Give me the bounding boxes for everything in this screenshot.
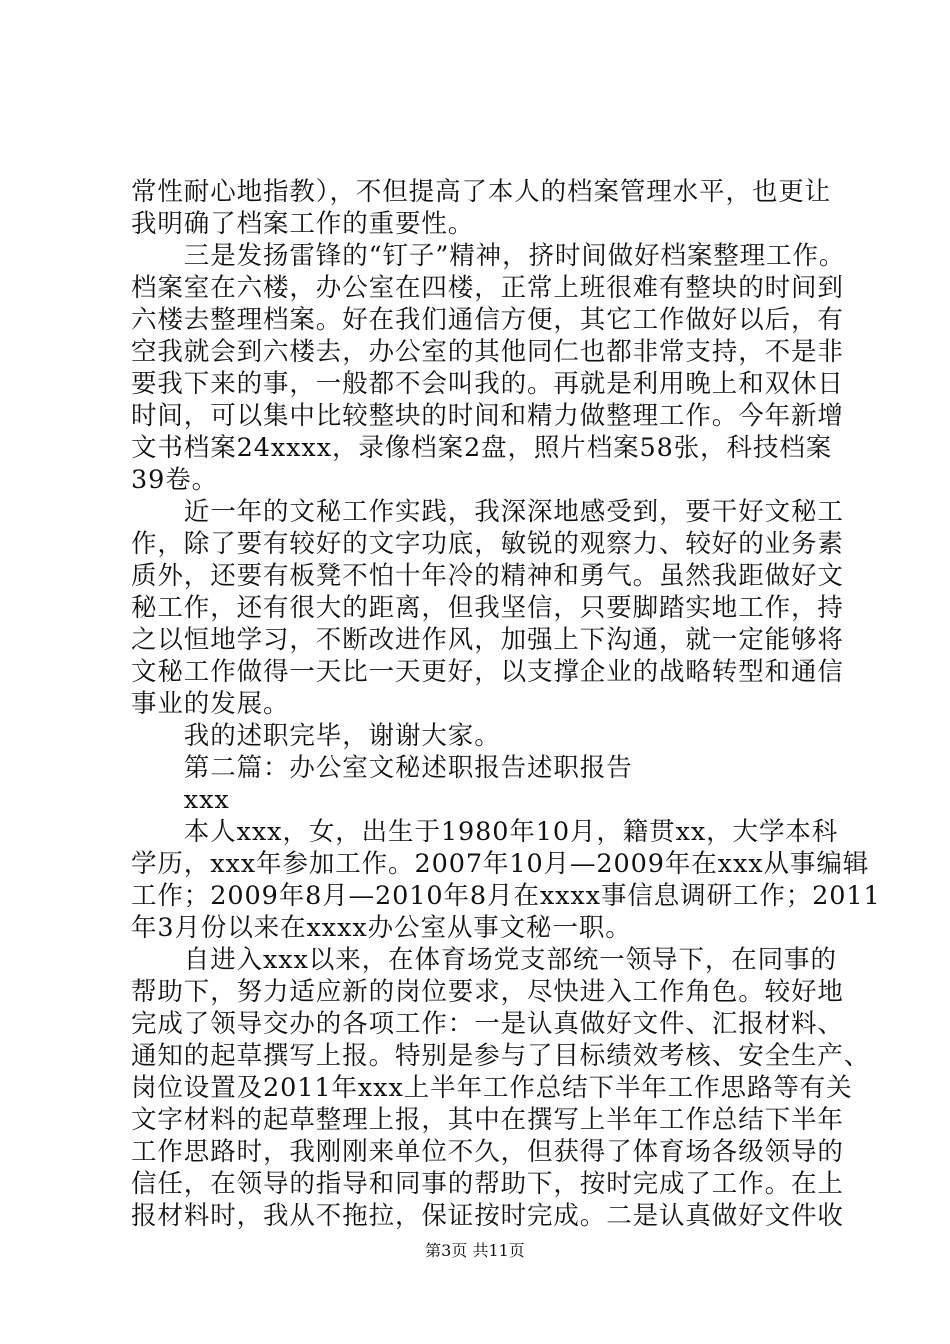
text-line: 质外，还要有板凳不怕十年冷的精神和勇气。虽然我距做好文 [131, 561, 844, 591]
text-line: 自进入xxx以来，在体育场党支部统一领导下，在同事的 [131, 945, 837, 975]
text-line: 三是发扬雷锋的“钉子”精神，挤时间做好档案整理工作。 [131, 241, 846, 271]
text-line: 年3月份以来在xxxx办公室从事文秘一职。 [131, 913, 632, 943]
text-line: 工作思路时，我刚刚来单位不久，但获得了体育场各级领导的 [131, 1137, 844, 1167]
text-line: 帮助下，努力适应新的岗位要求，尽快进入工作角色。较好地 [131, 977, 844, 1007]
text-line: 学历，xxx年参加工作。2007年10月—2009年在xxx从事编辑 [131, 849, 870, 879]
text-line: 完成了领导交办的各项工作：一是认真做好文件、汇报材料、 [131, 1009, 844, 1039]
text-line: 信任，在领导的指导和同事的帮助下，按时完成了工作。在上 [131, 1169, 844, 1199]
text-line: 常性耐心地指教），不但提高了本人的档案管理水平，也更让 [131, 177, 832, 207]
page-number-footer: 第3页 共11页 [425, 1241, 525, 1260]
text-line: 本人xxx，女，出生于1980年10月，籍贯xx，大学本科 [131, 817, 839, 847]
text-line: 报材料时，我从不拖拉，保证按时完成。二是认真做好文件收 [131, 1201, 844, 1231]
text-line: 文字材料的起草整理上报，其中在撰写上半年工作总结下半年 [131, 1105, 844, 1135]
text-line: 档案室在六楼，办公室在四楼，正常上班很难有整块的时间到 [131, 273, 844, 303]
text-line: 六楼去整理档案。好在我们通信方便，其它工作做好以后，有 [131, 305, 844, 335]
text-line: 事业的发展。 [131, 689, 290, 719]
text-line: 文书档案24xxxx，录像档案2盘，照片档案58张，科技档案 [131, 433, 833, 463]
text-line: 我明确了档案工作的重要性。 [131, 209, 475, 239]
author-line: xxx [131, 785, 230, 815]
text-line: 要我下来的事，一般都不会叫我的。再就是利用晚上和双休日 [131, 369, 844, 399]
text-line: 39卷。 [131, 465, 219, 495]
text-line: 我的述职完毕，谢谢大家。 [131, 721, 501, 751]
text-line: 通知的起草撰写上报。特别是参与了目标绩效考核、安全生产、 [131, 1041, 871, 1071]
text-line: 工作；2009年8月—2010年8月在xxxx事信息调研工作；2011 [131, 881, 881, 911]
text-line: 岗位设置及2011年xxx上半年工作总结下半年工作思路等有关 [131, 1073, 853, 1103]
text-line: 作，除了要有较好的文字功底，敏锐的观察力、较好的业务素 [131, 529, 844, 559]
text-line: 时间，可以集中比较整块的时间和精力做整理工作。今年新增 [131, 401, 844, 431]
section-heading: 第二篇：办公室文秘述职报告述职报告 [131, 753, 633, 783]
text-line: 近一年的文秘工作实践，我深深地感受到，要干好文秘工 [131, 497, 844, 527]
text-line: 文秘工作做得一天比一天更好，以支撑企业的战略转型和通信 [131, 657, 844, 687]
text-line: 空我就会到六楼去，办公室的其他同仁也都非常支持，不是非 [131, 337, 844, 367]
text-line: 之以恒地学习，不断改进作风，加强上下沟通，就一定能够将 [131, 625, 844, 655]
text-line: 秘工作，还有很大的距离，但我坚信，只要脚踏实地工作，持 [131, 593, 844, 623]
